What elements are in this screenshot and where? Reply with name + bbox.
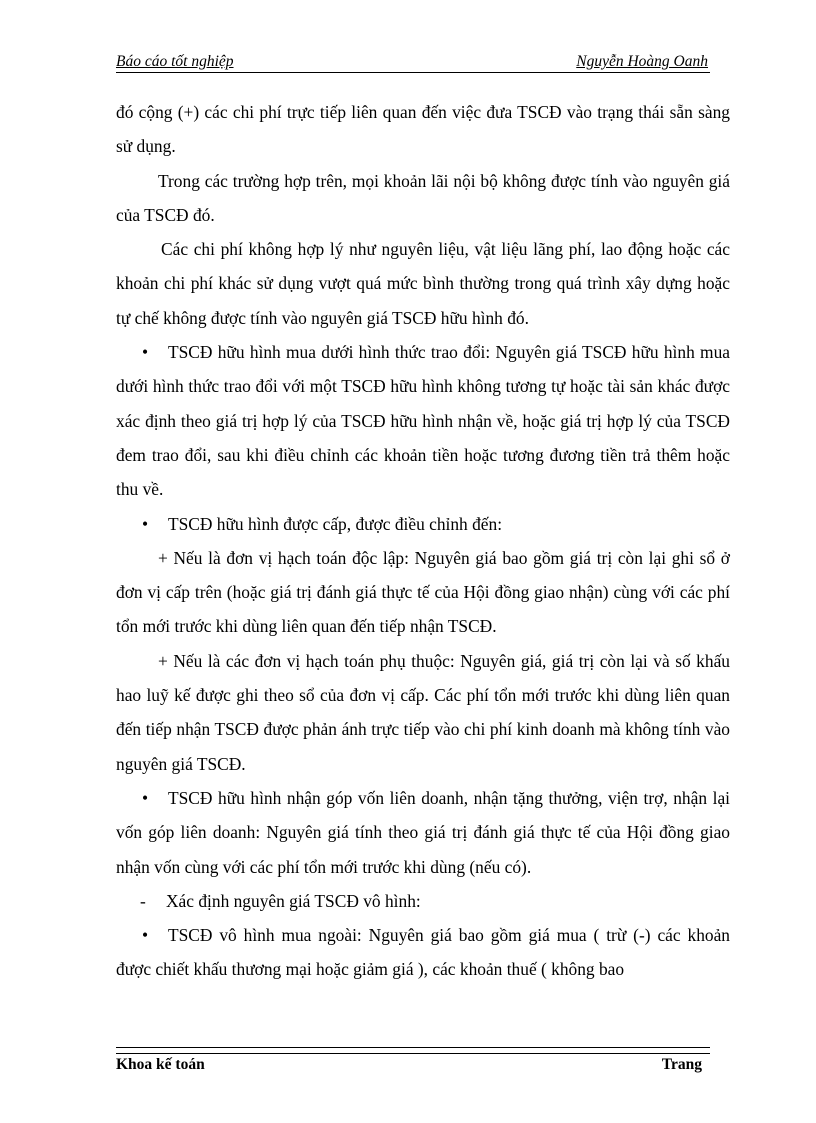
header-report-title: Báo cáo tốt nghiệp (116, 53, 234, 70)
paragraph: + Nếu là các đơn vị hạch toán phụ thuộc: Nguyên giá, giá trị còn lại và số khấu hao luỹ kế được ghi theo sổ của đơn vị cấp. Các phí tổn mới trước khi dùng liên quan đến tiếp nhận TSCĐ được phản ánh trực tiếp vào chi phí kinh doanh mà không tính vào nguyên giá TSCĐ. (116, 650, 730, 774)
paragraph: Trong các trường hợp trên, mọi khoản lãi nội bộ không được tính vào nguyên giá của TSCĐ đó. (116, 170, 730, 225)
bullet-item-text: TSCĐ hữu hình nhận góp vốn liên doanh, nhận tặng thưởng, viện trợ, nhận lại vốn góp liên doanh: Nguyên giá tính theo giá trị đánh giá thực tế của Hội đồng giao nhận vốn cùng với các phí tổn mới trước khi dùng (nếu có). (116, 787, 730, 877)
footer-department: Khoa kế toán (116, 1056, 205, 1073)
paragraph: Các chi phí không hợp lý như nguyên liệu, vật liệu lãng phí, lao động hoặc các khoản chi phí khác sử dụng vượt quá mức bình thường trong quá trình xây dựng hoặc tự chế không được tính vào nguyên giá TSCĐ hữu hình đó. (116, 239, 730, 328)
bullet-item-text: TSCĐ hữu hình được cấp, được điều chỉnh đến: (168, 513, 503, 534)
footer-double-rule (116, 1047, 710, 1054)
bullet-item (116, 918, 730, 987)
bullet-item-text: TSCĐ hữu hình mua dưới hình thức trao đổi: Nguyên giá TSCĐ hữu hình mua dưới hình thức trao đổi với một TSCĐ hữu hình không tương tự hoặc tài sản khác được xác định theo giá trị hợp lý của TSCĐ hữu hình nhận về, hoặc giá trị hợp lý của TSCĐ đem trao đổi, sau khi điều chỉnh các khoản tiền hoặc tương đương tiền trả thêm hoặc thu về. (116, 342, 730, 500)
footer-page-label: Trang (661, 1056, 702, 1073)
bullet-item (116, 335, 730, 506)
bullet-item-text: TSCĐ vô hình mua ngoài: Nguyên giá bao gồm giá mua ( trừ (-) các khoản được chiết khấu thương mại hoặc giảm giá ), các khoản thuế ( không bao (116, 925, 730, 980)
bullet-icon: • (142, 925, 149, 946)
dash-item (116, 884, 730, 918)
dash-icon: - (140, 890, 146, 911)
paragraph: + Nếu là đơn vị hạch toán độc lập: Nguyên giá bao gồm giá trị còn lại ghi sổ ở đơn vị cấp trên (hoặc giá trị đánh giá thực tế của Hội đồng giao nhận) cùng với các phí tổn mới trước khi dùng liên quan đến tiếp nhận TSCĐ. (116, 547, 730, 637)
page-header (116, 52, 710, 73)
bullet-item (116, 781, 730, 884)
paragraph: đó cộng (+) các chi phí trực tiếp liên quan đến việc đưa TSCĐ vào trạng thái sẵn sàng sử dụng. (116, 102, 730, 157)
header-author-name: Nguyễn Hoàng Oanh (576, 53, 708, 70)
bullet-icon: • (142, 513, 149, 534)
page-footer (116, 1054, 702, 1076)
bullet-item (116, 507, 730, 541)
bullet-icon: • (142, 787, 149, 808)
bullet-icon: • (142, 342, 149, 363)
dash-item-text: Xác định nguyên giá TSCĐ vô hình: (166, 890, 421, 911)
document-body (116, 95, 730, 987)
